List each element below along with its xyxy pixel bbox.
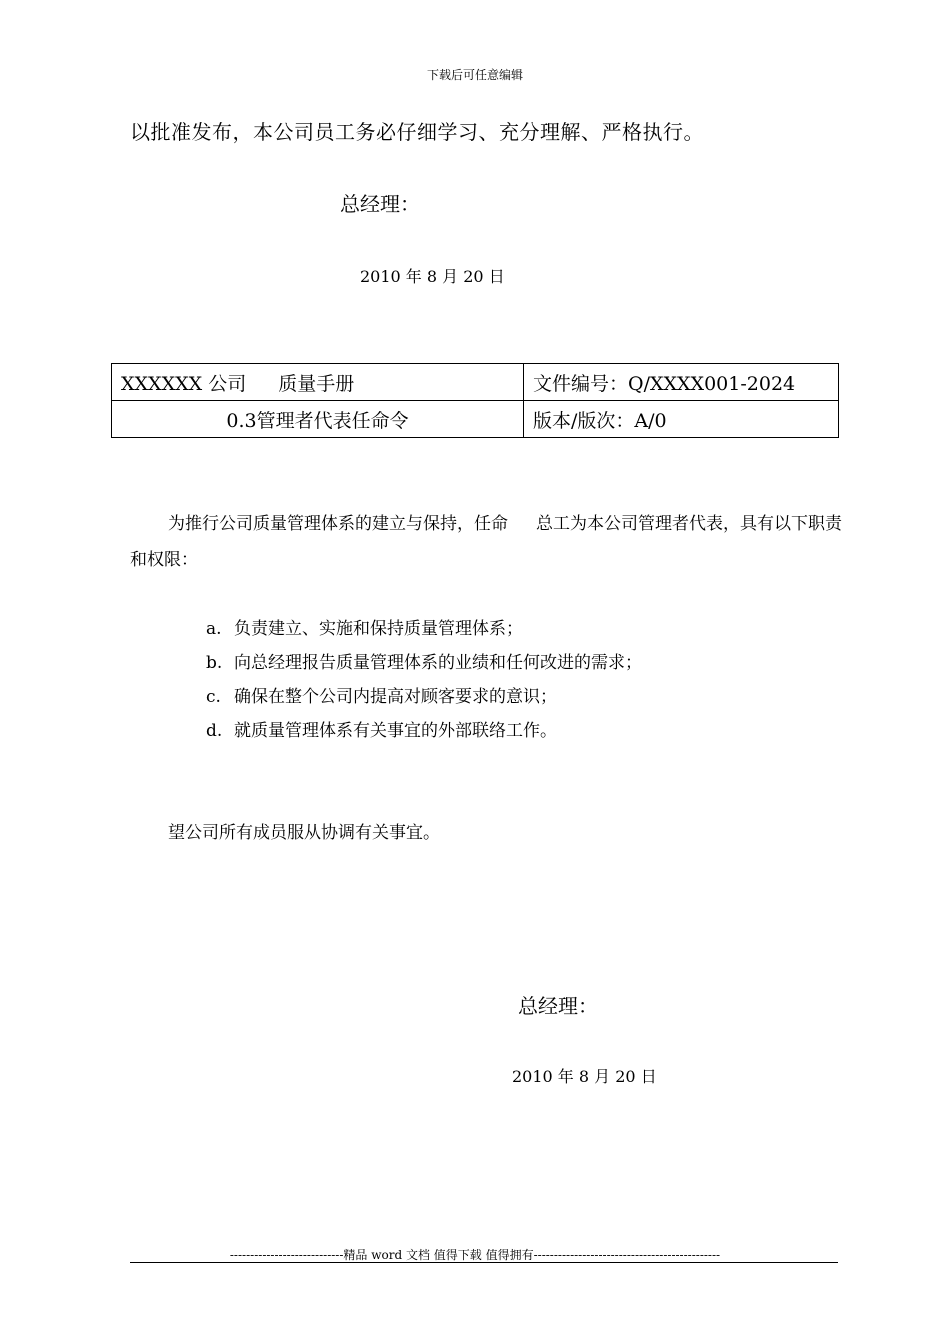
duty-text: 确保在整个公司内提高对顾客要求的意识； xyxy=(234,687,557,707)
file-number: 文件编号：Q/XXXX001-2024 xyxy=(524,364,839,401)
appointment-text-1: 为推行公司质量管理体系的建立与保持，任命 xyxy=(168,514,508,534)
signature-label-2: 总经理： xyxy=(518,994,598,1018)
duties-list xyxy=(206,612,642,748)
list-item xyxy=(206,646,642,680)
duty-letter: a. xyxy=(206,619,222,639)
header-note: 下载后可任意编辑 xyxy=(426,68,523,82)
duty-text: 就质量管理体系有关事宜的外部联络工作。 xyxy=(234,721,557,741)
section-title: 0.3管理者代表任命令 xyxy=(112,401,524,438)
company-cell xyxy=(112,364,524,401)
closing-line: 望公司所有成员服从协调有关事宜。 xyxy=(168,823,440,843)
duty-letter: d. xyxy=(206,721,223,741)
footer-divider xyxy=(130,1262,838,1263)
manual-name: 质量手册 xyxy=(278,372,355,395)
duty-letter: b. xyxy=(206,653,223,673)
list-item xyxy=(206,680,642,714)
appointment-text-2: 总工为本公司管理者代表，具有以下职责和权限： xyxy=(130,514,842,570)
signature-date-1: 2010 年 8 月 20 日 xyxy=(360,267,505,286)
signature-date-2: 2010 年 8 月 20 日 xyxy=(512,1067,657,1086)
company-name: XXXXXX 公司 xyxy=(121,372,247,395)
list-item xyxy=(206,714,642,748)
signature-label-1: 总经理： xyxy=(340,192,420,216)
document-header-table xyxy=(111,363,839,438)
footer-text: ----------------------------精品 word 文档 值得下载 值得拥有---------------------------------------------- xyxy=(229,1248,721,1262)
intro-line: 以批准发布，本公司员工务必仔细学习、充分理解、严格执行。 xyxy=(130,120,704,144)
appointment-paragraph xyxy=(130,506,842,578)
duty-letter: c. xyxy=(206,687,221,707)
version: 版本/版次：A/0 xyxy=(524,401,839,438)
duty-text: 负责建立、实施和保持质量管理体系； xyxy=(234,619,523,639)
duty-text: 向总经理报告质量管理体系的业绩和任何改进的需求； xyxy=(234,653,642,673)
list-item xyxy=(206,612,642,646)
